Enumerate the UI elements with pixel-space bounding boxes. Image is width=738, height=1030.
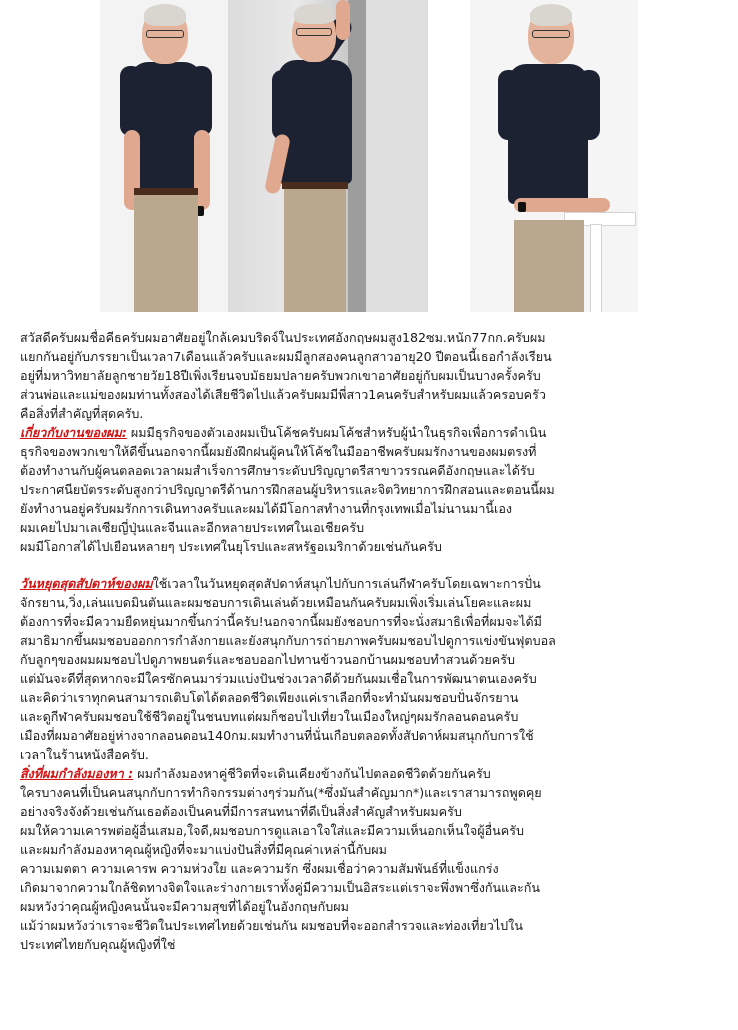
looking-line: ผมกำลังมองหาคู่ชีวิตที่จะเดินเคียงข้างกันไปตลอดชีวิตด้วยกันครับ bbox=[133, 766, 491, 781]
looking-first-line bbox=[20, 764, 720, 783]
profile-photo-3 bbox=[470, 0, 638, 312]
work-line: ประกาศนียบัตรระดับสูงกว่าปริญญาตรีด้านการฝึกสอนผู้บริหารและจิตวิทยาการฝึกสอนและตอนนี้ผม bbox=[20, 482, 555, 497]
looking-line: อย่างจริงจังด้วยเช่นกันเธอต้องเป็นคนที่มีการสนทนาที่ดีเป็นสิ่งสำคัญสำหรับผมครับ bbox=[20, 804, 462, 819]
weekend-line: ใช้เวลาในวันหยุดสุดสัปดาห์สนุกไปกับการเล่นกีฬาครับโดยเฉพาะการปั่น bbox=[152, 576, 541, 591]
profile-text bbox=[20, 328, 720, 954]
weekend-line: จักรยาน,วิ่ง,เล่นแบดมินตันและผมชอบการเดินเล่นด้วยเหมือนกันครับผมเพิ่งเริ่มเล่นโยคะและผม bbox=[20, 595, 532, 610]
weekend-line: เมืองที่ผมอาศัยอยู่ห่างจากลอนดอน140กม.ผมทำงานที่นั่นเกือบตลอดทั้งสัปดาห์ผมสนุกกับการใช้ bbox=[20, 728, 534, 743]
looking-line: เกิดมาจากความใกล้ชิดทางจิตใจและร่างกายเราทั้งคู่มีความเป็นอิสระแต่เราจะพึ่งพาซึ่งกันและกัน bbox=[20, 880, 540, 895]
work-line: ผมเคยไปมาเลเซียญี่ปุ่นและจีนและอีกหลายประเทศในเอเชียครับ bbox=[20, 520, 365, 535]
looking-section bbox=[20, 764, 720, 954]
looking-heading: สิ่งที่ผมกำลังมองหา : bbox=[20, 766, 134, 781]
profile-photo-1 bbox=[100, 0, 228, 312]
work-section bbox=[20, 423, 720, 556]
section-gap bbox=[20, 556, 720, 574]
weekend-line: กับลูกๆของผมผมชอบไปดูภาพยนตร์และชอบออกไปทานข้าวนอกบ้านผมชอบทำสวนด้วยครับ bbox=[20, 652, 515, 667]
intro-line: คือสิ่งที่สำคัญที่สุดครับ. bbox=[20, 406, 144, 421]
profile-photos bbox=[0, 0, 738, 320]
intro-section bbox=[20, 328, 720, 423]
intro-line: อยู่ที่มหาวิทยาลัยลูกชายวัย18ปีเพิ่งเรียนจบมัธยมปลายครับพวกเขาอาศัยอยู่กับผมเป็นบางครั้งครับ bbox=[20, 368, 541, 383]
weekend-line: ต้องการที่จะมีความยืดหยุ่นมากขึ้นกว่านี้ครับ!นอกจากนี้ผมยังชอบการที่จะนั่งสมาธิเพื่อที่ผมจะได้มี bbox=[20, 614, 542, 629]
weekend-line: เวลาในร้านหนังสือครับ. bbox=[20, 747, 149, 762]
weekend-heading: วันหยุดสุดสัปดาห์ของผม bbox=[20, 576, 153, 591]
work-heading: เกี่ยวกับงานของผม: bbox=[20, 425, 127, 440]
weekend-line: และดูกีฬาครับผมชอบใช้ชีวิตอยู่ในชนบทแต่ผมก็ชอบไปเที่ยวในเมืองใหญ่ๆผมรักลอนดอนครับ bbox=[20, 709, 519, 724]
work-line: ยังทำงานอยู่ครับผมรักการเดินทางครับและผมได้มีโอกาสทำงานที่กรุงเทพเมื่อไม่นานมานี้เอง bbox=[20, 501, 513, 516]
weekend-line: และคิดว่าเราทุกคนสามารถเติบโตได้ตลอดชีวิตเพียงแค่เราเลือกที่จะทำมันผมชอบปั่นจักรยาน bbox=[20, 690, 519, 705]
work-line: ต้องทำงานกับผู้คนตลอดเวลาผมสำเร็จการศึกษาระดับปริญญาตรีสาขาวรรณคดีอังกฤษและได้รับ bbox=[20, 463, 535, 478]
work-line: ผมมีธุรกิจของตัวเองผมเป็นโค้ชครับผมโค้ชสำหรับผู้นำในธุรกิจเพื่อการดำเนิน bbox=[126, 425, 547, 440]
profile-photo-2 bbox=[228, 0, 428, 312]
looking-line: ผมให้ความเคารพต่อผู้อื่นเสมอ,ใจดี,ผมชอบการดูแลเอาใจใส่และมีความเห็นอกเห็นใจผู้อื่นครับ bbox=[20, 823, 524, 838]
weekend-line: สมาธิมากขึ้นผมชอบออกการกำลังกายและยังสนุกกับการถ่ายภาพครับผมชอบไปดูการแข่งขันฟุตบอล bbox=[20, 633, 556, 648]
looking-line: ประเทศไทยกับคุณผู้หญิงที่ใช่ bbox=[20, 937, 176, 952]
looking-line: ใครบางคนที่เป็นคนสนุกกับการทำกิจกรรมต่างๆร่วมกัน(*ซึ่งมันสำคัญมาก*)และเราสามารถพูดคุย bbox=[20, 785, 542, 800]
weekend-first-line bbox=[20, 574, 720, 593]
weekend-line: แต่มันจะดีที่สุดหากจะมีใครซักคนมาร่วมแบ่งปันช่วงเวลาดีด้วยกันผมเชื่อในการพัฒนาตนเองครับ bbox=[20, 671, 537, 686]
intro-line: สวัสดีครับผมชื่อคีธครับผมอาศัยอยู่ใกล้เคมบริดจ์ในประเทศอังกฤษผมสูง182ซม.หนัก77กก.ครับผม bbox=[20, 330, 546, 345]
work-first-line bbox=[20, 423, 720, 442]
intro-line: แยกกันอยู่กับภรรยาเป็นเวลา7เดือนแล้วครับและผมมีลูกสองคนลูกสาวอายุ20 ปีตอนนี้เธอกำลังเรียน bbox=[20, 349, 552, 364]
work-line: ผมมีโอกาสได้ไปเยือนหลายๆ ประเทศในยุโรปและสหรัฐอเมริกาด้วยเช่นกันครับ bbox=[20, 539, 442, 554]
work-line: ธุรกิจของพวกเขาให้ดีขึ้นนอกจากนี้ผมยังฝึกฝนผู้คนให้โค้ชในมืออาชีพครับผมรักงานของผมตรงที่ bbox=[20, 444, 537, 459]
looking-line: และผมกำลังมองหาคุณผู้หญิงที่จะมาแบ่งปันสิ่งที่มีคุณค่าเหล่านี้กับผม bbox=[20, 842, 387, 857]
looking-line: แม้ว่าผมหวังว่าเราจะชีวิตในประเทศไทยด้วยเช่นกัน ผมชอบที่จะออกสำรวจและท่องเที่ยวไปใน bbox=[20, 918, 523, 933]
looking-line: ความเมตตา ความเคารพ ความห่วงใย และความรัก ซึ่งผมเชื่อว่าความสัมพันธ์ที่แข็งแกร่ง bbox=[20, 861, 499, 876]
intro-line: ส่วนพ่อและแม่ของผมท่านทั้งสองได้เสียชีวิตไปแล้วครับผมมีพี่สาว1คนครับสำหรับผมแล้วครอบครัว bbox=[20, 387, 546, 402]
weekend-section bbox=[20, 574, 720, 764]
looking-line: ผมหวังว่าคุณผู้หญิงคนนั้นจะมีความสุขที่ได้อยู่ในอังกฤษกับผม bbox=[20, 899, 349, 914]
